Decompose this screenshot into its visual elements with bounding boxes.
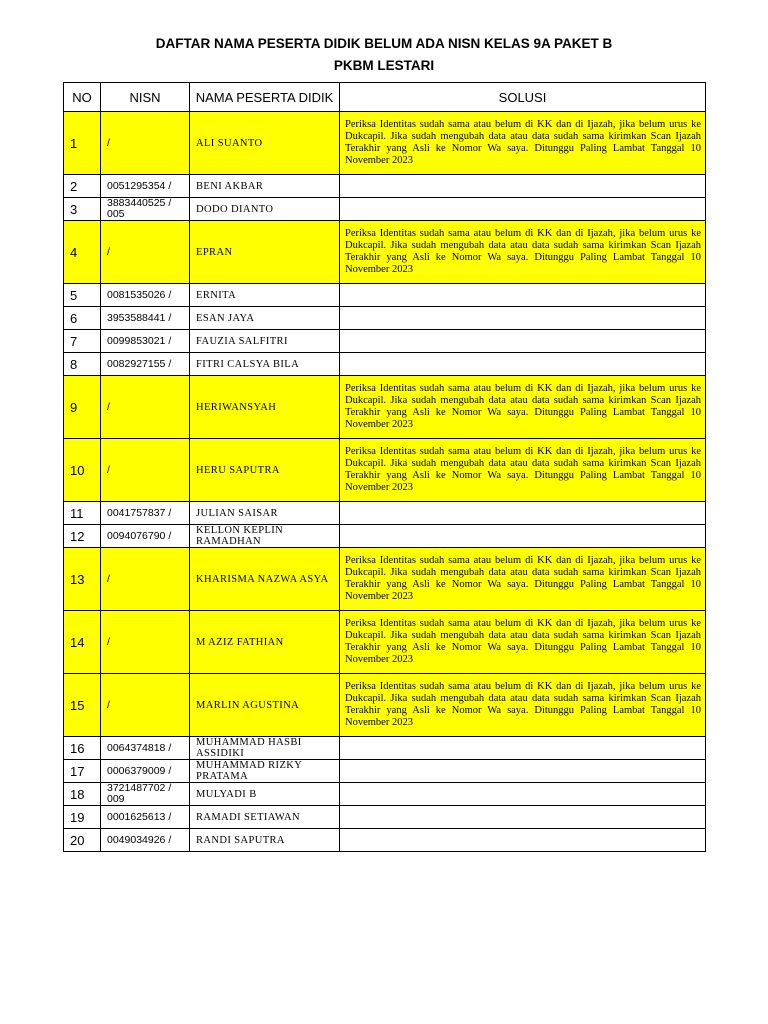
cell-nisn: / bbox=[101, 548, 190, 611]
cell-nama: DODO DIANTO bbox=[190, 198, 340, 221]
cell-nisn: / bbox=[101, 611, 190, 674]
cell-solusi bbox=[340, 737, 706, 760]
cell-no: 1 bbox=[64, 112, 101, 175]
cell-nisn: 0081535026 / bbox=[101, 284, 190, 307]
cell-nisn: 3953588441 / bbox=[101, 307, 190, 330]
cell-nama: HERIWANSYAH bbox=[190, 376, 340, 439]
cell-nisn: / bbox=[101, 674, 190, 737]
cell-nisn: / bbox=[101, 439, 190, 502]
cell-no: 6 bbox=[64, 307, 101, 330]
cell-solusi bbox=[340, 525, 706, 548]
table-row bbox=[64, 284, 706, 307]
cell-no: 17 bbox=[64, 760, 101, 783]
cell-no: 2 bbox=[64, 175, 101, 198]
cell-solusi: Periksa Identitas sudah sama atau belum di KK dan di Ijazah, jika belum urus ke Dukcapil. Jika sudah mengubah data atau data sudah sama kirimkan Scan Ijazah Terakhir yang Asli ke Nomor Wa saya. Ditunggu Paling Lambat Tanggal 10 November 2023 bbox=[340, 439, 706, 502]
cell-solusi bbox=[340, 353, 706, 376]
cell-no: 12 bbox=[64, 525, 101, 548]
cell-solusi: Periksa Identitas sudah sama atau belum di KK dan di Ijazah, jika belum urus ke Dukcapil. Jika sudah mengubah data atau data sudah sama kirimkan Scan Ijazah Terakhir yang Asli ke Nomor Wa saya. Ditunggu Paling Lambat Tanggal 10 November 2023 bbox=[340, 221, 706, 284]
cell-nama: HERU SAPUTRA bbox=[190, 439, 340, 502]
cell-no: 11 bbox=[64, 502, 101, 525]
table-row bbox=[64, 502, 706, 525]
cell-nama: FITRI CALSYA BILA bbox=[190, 353, 340, 376]
cell-nisn: 0064374818 / bbox=[101, 737, 190, 760]
cell-no: 15 bbox=[64, 674, 101, 737]
cell-no: 14 bbox=[64, 611, 101, 674]
column-header-solusi: SOLUSI bbox=[340, 83, 706, 112]
table-row bbox=[64, 175, 706, 198]
cell-nama: JULIAN SAISAR bbox=[190, 502, 340, 525]
cell-nisn: / bbox=[101, 112, 190, 175]
table-row bbox=[64, 525, 706, 548]
table-row bbox=[64, 737, 706, 760]
cell-no: 8 bbox=[64, 353, 101, 376]
cell-no: 9 bbox=[64, 376, 101, 439]
cell-no: 4 bbox=[64, 221, 101, 284]
document-subtitle: PKBM LESTARI bbox=[333, 58, 435, 73]
table-row bbox=[64, 330, 706, 353]
table-row bbox=[64, 829, 706, 852]
cell-solusi: Periksa Identitas sudah sama atau belum di KK dan di Ijazah, jika belum urus ke Dukcapil. Jika sudah mengubah data atau data sudah sama kirimkan Scan Ijazah Terakhir yang Asli ke Nomor Wa saya. Ditunggu Paling Lambat Tanggal 10 November 2023 bbox=[340, 674, 706, 737]
table-row bbox=[64, 760, 706, 783]
cell-nisn: 0001625613 / bbox=[101, 806, 190, 829]
table-header-row bbox=[64, 83, 706, 112]
table-body bbox=[64, 112, 706, 852]
column-header-no: NO bbox=[64, 83, 101, 112]
table-row bbox=[64, 611, 706, 674]
cell-nisn: 0006379009 / bbox=[101, 760, 190, 783]
cell-nama: ESAN JAYA bbox=[190, 307, 340, 330]
cell-solusi bbox=[340, 284, 706, 307]
cell-solusi: Periksa Identitas sudah sama atau belum di KK dan di Ijazah, jika belum urus ke Dukcapil. Jika sudah mengubah data atau data sudah sama kirimkan Scan Ijazah Terakhir yang Asli ke Nomor Wa saya. Ditunggu Paling Lambat Tanggal 10 November 2023 bbox=[340, 611, 706, 674]
cell-solusi bbox=[340, 806, 706, 829]
cell-no: 19 bbox=[64, 806, 101, 829]
cell-solusi bbox=[340, 330, 706, 353]
cell-no: 16 bbox=[64, 737, 101, 760]
cell-solusi bbox=[340, 307, 706, 330]
cell-nisn: 0041757837 / bbox=[101, 502, 190, 525]
table-row bbox=[64, 783, 706, 806]
cell-nama: ERNITA bbox=[190, 284, 340, 307]
cell-nama: MUHAMMAD RIZKY PRATAMA bbox=[190, 760, 340, 783]
cell-nama: RAMADI SETIAWAN bbox=[190, 806, 340, 829]
cell-solusi: Periksa Identitas sudah sama atau belum di KK dan di Ijazah, jika belum urus ke Dukcapil. Jika sudah mengubah data atau data sudah sama kirimkan Scan Ijazah Terakhir yang Asli ke Nomor Wa saya. Ditunggu Paling Lambat Tanggal 10 November 2023 bbox=[340, 548, 706, 611]
table-row bbox=[64, 221, 706, 284]
cell-nama: MARLIN AGUSTINA bbox=[190, 674, 340, 737]
cell-nama: KHARISMA NAZWA ASYA bbox=[190, 548, 340, 611]
cell-no: 18 bbox=[64, 783, 101, 806]
cell-nama: KELLON KEPLIN RAMADHAN bbox=[190, 525, 340, 548]
table-row bbox=[64, 548, 706, 611]
column-header-nisn: NISN bbox=[101, 83, 190, 112]
table-row bbox=[64, 439, 706, 502]
cell-solusi bbox=[340, 198, 706, 221]
student-table bbox=[63, 82, 706, 852]
cell-nisn: 0099853021 / bbox=[101, 330, 190, 353]
cell-no: 13 bbox=[64, 548, 101, 611]
cell-no: 3 bbox=[64, 198, 101, 221]
cell-solusi bbox=[340, 760, 706, 783]
cell-no: 10 bbox=[64, 439, 101, 502]
cell-solusi bbox=[340, 783, 706, 806]
cell-nisn: 0094076790 / bbox=[101, 525, 190, 548]
cell-nama: BENI AKBAR bbox=[190, 175, 340, 198]
cell-nama: MUHAMMAD HASBI ASSIDIKI bbox=[190, 737, 340, 760]
table-row bbox=[64, 806, 706, 829]
cell-nama: M AZIZ FATHIAN bbox=[190, 611, 340, 674]
table-row bbox=[64, 353, 706, 376]
table-row bbox=[64, 674, 706, 737]
cell-solusi bbox=[340, 829, 706, 852]
table-row bbox=[64, 112, 706, 175]
cell-solusi: Periksa Identitas sudah sama atau belum di KK dan di Ijazah, jika belum urus ke Dukcapil. Jika sudah mengubah data atau data sudah sama kirimkan Scan Ijazah Terakhir yang Asli ke Nomor Wa saya. Ditunggu Paling Lambat Tanggal 10 November 2023 bbox=[340, 112, 706, 175]
cell-no: 7 bbox=[64, 330, 101, 353]
cell-no: 5 bbox=[64, 284, 101, 307]
table-row bbox=[64, 376, 706, 439]
cell-nama: MULYADI B bbox=[190, 783, 340, 806]
cell-nama: EPRAN bbox=[190, 221, 340, 284]
cell-nisn: 0049034926 / bbox=[101, 829, 190, 852]
column-header-nama: NAMA PESERTA DIDIK bbox=[190, 83, 340, 112]
table-row bbox=[64, 198, 706, 221]
cell-nama: FAUZIA SALFITRI bbox=[190, 330, 340, 353]
cell-solusi: Periksa Identitas sudah sama atau belum di KK dan di Ijazah, jika belum urus ke Dukcapil. Jika sudah mengubah data atau data sudah sama kirimkan Scan Ijazah Terakhir yang Asli ke Nomor Wa saya. Ditunggu Paling Lambat Tanggal 10 November 2023 bbox=[340, 376, 706, 439]
cell-nisn: 0082927155 / bbox=[101, 353, 190, 376]
cell-nama: RANDI SAPUTRA bbox=[190, 829, 340, 852]
document-title: DAFTAR NAMA PESERTA DIDIK BELUM ADA NISN KELAS 9A PAKET B bbox=[155, 36, 613, 51]
cell-solusi bbox=[340, 502, 706, 525]
table-row bbox=[64, 307, 706, 330]
cell-nisn: 3883440525 / 005 bbox=[101, 198, 190, 221]
cell-nama: ALI SUANTO bbox=[190, 112, 340, 175]
cell-nisn: / bbox=[101, 376, 190, 439]
cell-solusi bbox=[340, 175, 706, 198]
cell-nisn: 3721487702 / 009 bbox=[101, 783, 190, 806]
cell-no: 20 bbox=[64, 829, 101, 852]
cell-nisn: / bbox=[101, 221, 190, 284]
cell-nisn: 0051295354 / bbox=[101, 175, 190, 198]
